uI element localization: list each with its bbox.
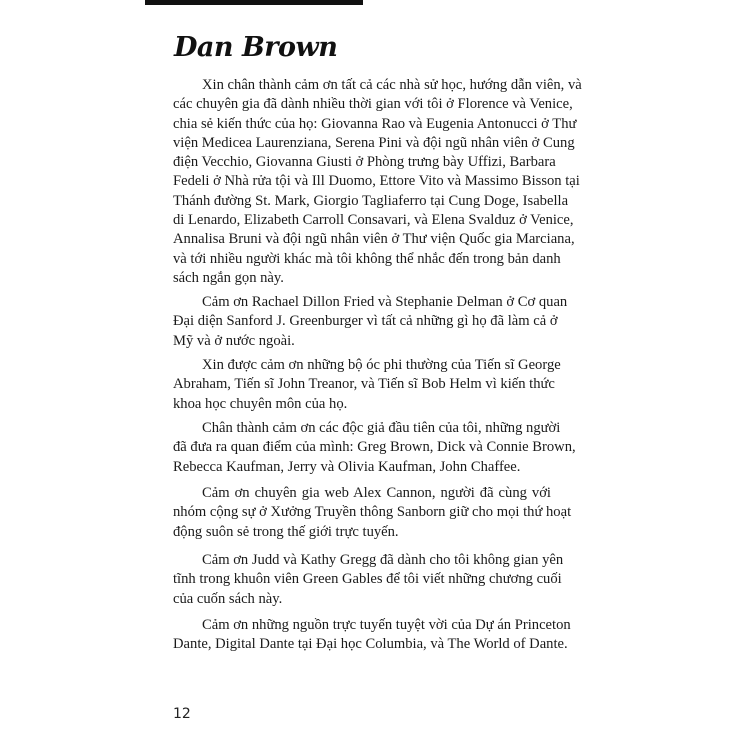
text-line: Abraham, Tiến sĩ John Treanor, và Tiến sĩ Bob Helm vì kiến thức: [173, 376, 555, 393]
text-line: Chân thành cảm ơn các độc giả đầu tiên của tôi, những người: [202, 420, 561, 436]
text-line: và tới nhiều người khác mà tôi không thể nhắc đến trong bản danh: [173, 250, 561, 267]
text-line: Cảm ơn chuyên gia web Alex Cannon, người đã cùng với: [202, 485, 551, 501]
text-line: Mỹ và ở nước ngoài.: [173, 332, 295, 349]
text-line: của cuốn sách này.: [173, 590, 283, 607]
text-line: các chuyên gia đã dành nhiều thời gian với tôi ở Florence và Venice,: [173, 96, 573, 113]
text-line: Đại diện Sanford J. Greenburger vì tất cả những gì họ đã làm cả ở: [173, 313, 558, 330]
text-line: Cảm ơn Judd và Kathy Gregg đã dành cho tôi không gian yên: [202, 552, 564, 568]
paragraph: [173, 419, 576, 477]
paragraph: [173, 76, 582, 288]
text-line: Rebecca Kaufman, Jerry và Olivia Kaufman, John Chaffee.: [173, 458, 521, 475]
text-line: Xin được cảm ơn những bộ óc phi thường của Tiến sĩ George: [202, 357, 561, 373]
text-line: Cảm ơn Rachael Dillon Fried và Stephanie Delman ở Cơ quan: [202, 294, 568, 310]
text-line: khoa học chuyên môn của họ.: [173, 395, 348, 412]
text-line: Fedeli ở Nhà rửa tội và Ill Duomo, Ettore Vito và Massimo Bisson tại: [173, 173, 580, 190]
text-line: Annalisa Bruni và đội ngũ nhân viên ở Thư viện Quốc gia Marciana,: [173, 231, 575, 248]
text-line: Thánh đường St. Mark, Giorgio Tagliaferro tại Cung Doge, Isabella: [173, 192, 569, 209]
author-heading: Dan Brown: [174, 32, 338, 63]
text-line: tĩnh trong khuôn viên Green Gables để tôi viết những chương cuối: [173, 571, 562, 588]
paragraph: [173, 616, 571, 655]
text-line: viện Medicea Laurenziana, Serena Pini và đội ngũ nhân viên ở Cung: [173, 134, 575, 151]
text-line: sách ngắn gọn này.: [173, 269, 284, 286]
paragraph: [173, 551, 564, 609]
paragraph: [173, 484, 572, 542]
top-edge-bar: [145, 0, 363, 5]
text-line: đã đưa ra quan điểm của mình: Greg Brown, Dick và Connie Brown,: [173, 439, 576, 456]
text-line: Dante, Digital Dante tại Đại học Columbia, và The World of Dante.: [173, 636, 568, 653]
paragraph: [173, 293, 568, 351]
text-line: động suôn sẻ trong thế giới trực tuyến.: [173, 523, 399, 540]
text-line: nhóm cộng sự ở Xưởng Truyền thông Sanborn giữ cho mọi thứ hoạt: [173, 504, 572, 521]
page-number: 12: [173, 706, 191, 722]
text-line: Cảm ơn những nguồn trực tuyến tuyệt vời của Dự án Princeton: [202, 617, 571, 633]
text-line: Xin chân thành cảm ơn tất cả các nhà sử học, hướng dẫn viên, và: [202, 77, 582, 93]
paragraph: [173, 356, 561, 414]
text-line: chia sẻ kiến thức của họ: Giovanna Rao và Eugenia Antonucci ở Thư: [173, 115, 577, 132]
text-line: di Lenardo, Elizabeth Carroll Consavari, và Elena Svalduz ở Venice,: [173, 212, 574, 229]
text-line: điện Vecchio, Giovanna Giusti ở Phòng trưng bày Uffizi, Barbara: [173, 154, 556, 171]
